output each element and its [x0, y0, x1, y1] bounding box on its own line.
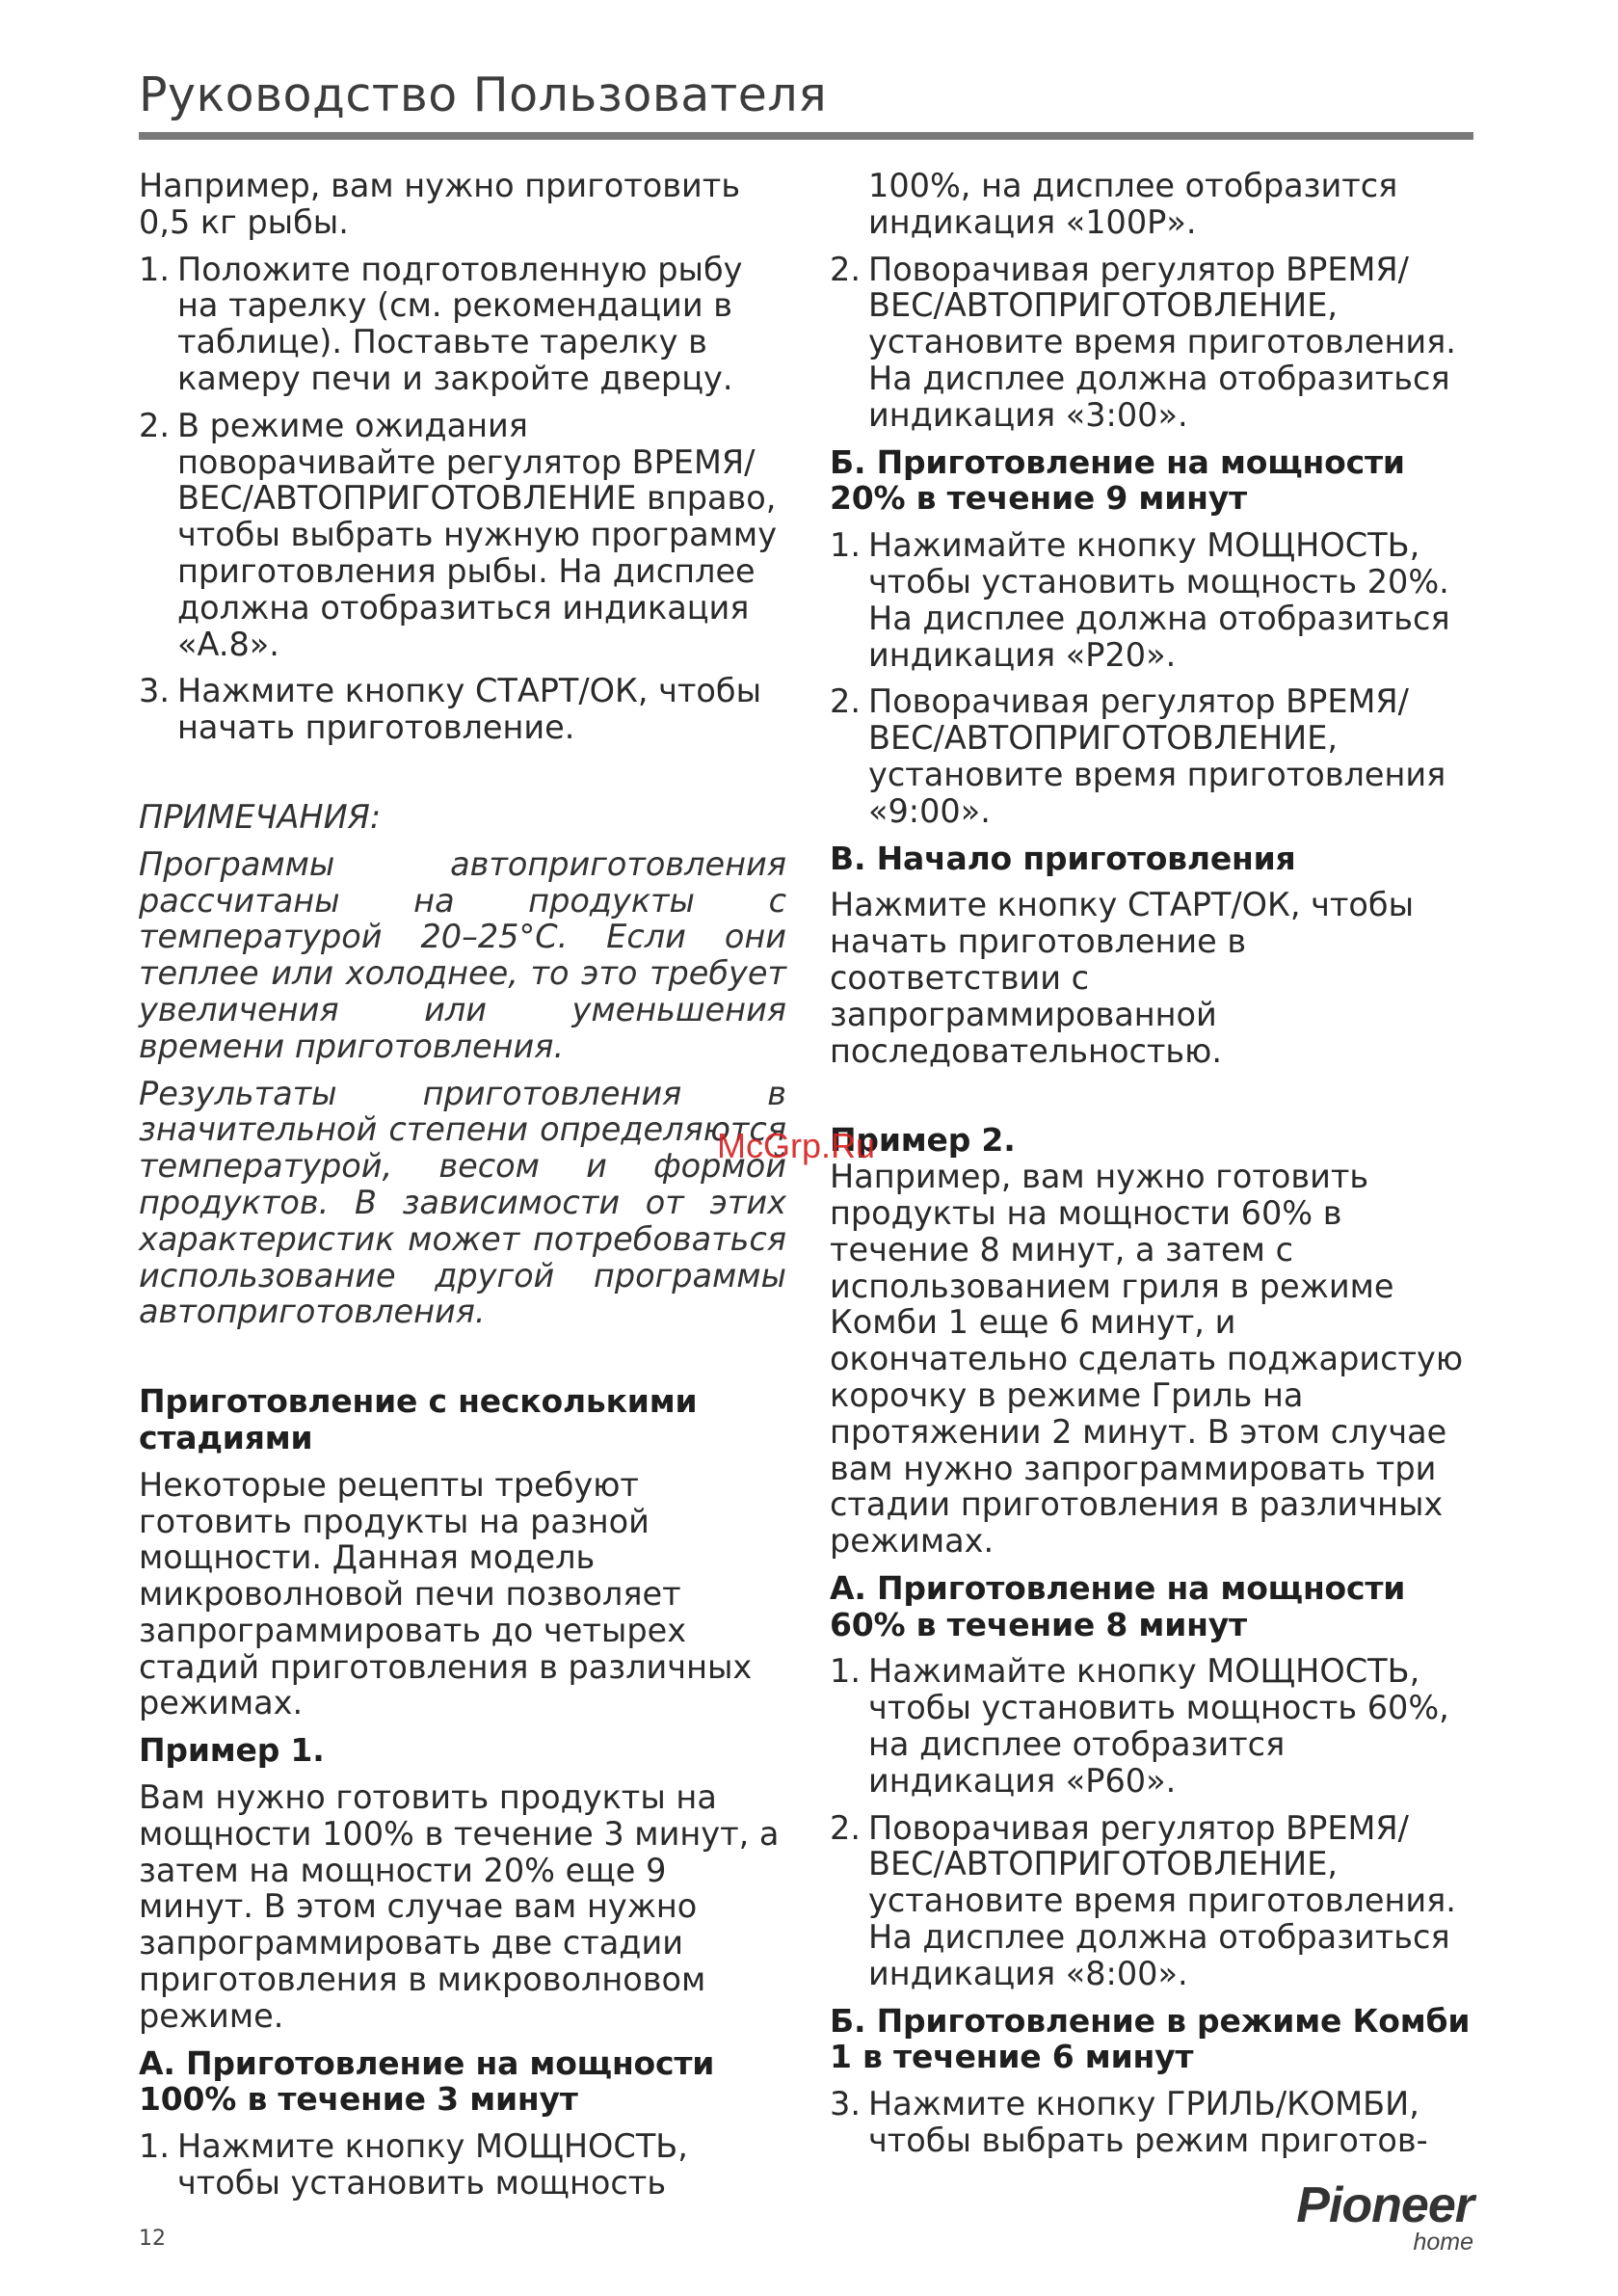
list-number: 2.	[830, 250, 861, 288]
subsection-heading: Б. Приготовление в режиме Комби 1 в течение 6 минут	[830, 2001, 1471, 2076]
list-number: 3.	[139, 672, 170, 710]
watermark: McGrp.Ru	[717, 1126, 876, 1165]
list-number: 1.	[830, 526, 861, 565]
subsection-heading: А. Приготовление на мощности 60% в течение 8 минут	[830, 1568, 1406, 1643]
list-text: Поворачивая регулятор ВРЕМЯ/ВЕС/АВТОПРИГОТОВЛЕНИЕ, установите время приготовления «9:00».	[868, 682, 1446, 830]
list-text: Поворачивая регулятор ВРЕМЯ/ВЕС/АВТОПРИГОТОВЛЕНИЕ, установите время приготовления. На дисплее должна отобразиться индикация «8:00».	[868, 1808, 1456, 1992]
list-number: 2.	[830, 682, 861, 721]
list-number: 1.	[830, 1652, 861, 1691]
subsection-heading: В. Начало приготовления	[830, 839, 1296, 877]
paragraph: Вам нужно готовить продукты на мощности 100% в течение 3 минут, а затем на мощности 20% еще 9 минут. В этом случае вам нужно запрограммировать две стадии приготовления в микроволновом режиме.	[139, 1778, 780, 2035]
list-item	[139, 408, 786, 663]
example-heading: Пример 2.	[830, 1121, 1016, 1160]
right-column	[830, 168, 1481, 2159]
subsection-heading: Б. Приготовление на мощности 20% в течение 9 минут	[830, 442, 1405, 518]
list-item	[830, 683, 1481, 829]
list-text: Поворачивая регулятор ВРЕМЯ/ВЕС/АВТОПРИГОТОВЛЕНИЕ, установите время приготовления. На дисплее должна отобразиться индикация «3:00».	[868, 250, 1456, 434]
note-paragraph: Результаты приготовления в значительной степени определяются температурой, весом и формой продуктов. В зависимости от этих характеристик может потребоваться использование другой программы автоприготовления.	[139, 1074, 786, 1331]
list-text: Нажмите кнопку СТАРТ/ОК, чтобы начать приготовление.	[177, 672, 762, 747]
list-number: 3.	[830, 2085, 861, 2123]
list-item	[139, 673, 786, 746]
left-column	[139, 168, 786, 2202]
page-title: Руководство Пользователя	[139, 67, 828, 122]
section-heading: Приготовление с несколькими стадиями	[139, 1382, 698, 1456]
paragraph: Нажмите кнопку СТАРТ/ОК, чтобы начать приготовление в соответствии с запрограммированной последовательностью.	[830, 886, 1415, 1070]
logo-subtitle: home	[1413, 2229, 1473, 2256]
notes-heading: ПРИМЕЧАНИЯ:	[139, 797, 382, 836]
list-item	[830, 527, 1481, 673]
list-text: Нажимайте кнопку МОЩНОСТЬ, чтобы установить мощность 20%. На дисплее должна отобразиться индикация «Р20».	[868, 526, 1450, 674]
list-number: 2.	[830, 1808, 861, 1847]
title-divider	[139, 132, 1473, 140]
list-text: В режиме ожидания поворачивайте регулятор ВРЕМЯ/ВЕС/АВТОПРИГОТОВЛЕНИЕ вправо, чтобы выбрать нужную программу приготовления рыбы. На дисплее должна отобразиться индикация «A.8».	[177, 406, 778, 663]
continued-text: 100%, на дисплее отобразится индикация «100Р».	[868, 167, 1398, 241]
logo-wordmark: Pioneer	[1296, 2177, 1473, 2233]
brand-logo	[1296, 2177, 1473, 2256]
list-text: Положите подготовленную рыбу на тарелку (см. рекомендации в таблице). Поставьте тарелку в камеру печи и закройте дверцу.	[177, 250, 743, 397]
list-text: Нажимайте кнопку МОЩНОСТЬ, чтобы установить мощность 60%, на дисплее отобразится индикация «Р60».	[868, 1652, 1449, 1800]
list-item	[830, 1653, 1481, 1799]
list-item	[830, 1810, 1481, 1992]
list-number: 1.	[139, 2127, 170, 2166]
list-text: Нажмите кнопку МОЩНОСТЬ, чтобы установить мощность	[177, 2127, 688, 2203]
list-item	[139, 2128, 786, 2202]
paragraph: Некоторые рецепты требуют готовить продукты на разной мощности. Данная модель микроволновой печи позволяет запрограммировать до четырех стадий приготовления в различных режимах.	[139, 1465, 753, 1722]
list-text: Нажмите кнопку ГРИЛЬ/КОМБИ, чтобы выбрать режим приготов-	[868, 2085, 1428, 2160]
note-paragraph: Программы автоприготовления рассчитаны на продукты с температурой 20–25°С. Если они теплее или холоднее, то это требует увеличения или уменьшения времени приготовления.	[139, 844, 786, 1065]
list-number: 1.	[139, 250, 170, 288]
list-item	[830, 252, 1481, 434]
paragraph: Например, вам нужно готовить продукты на мощности 60% в течение 8 минут, а затем с использованием гриля в режиме Комби 1 еще 6 минут, и окончательно сделать поджаристую корочку в режиме Гриль на протяжении 2 минут. В этом случае вам нужно запрограммировать три стадии приготовления в различных режимах.	[830, 1158, 1464, 1561]
list-item	[830, 2086, 1481, 2159]
example-heading: Пример 1.	[139, 1731, 325, 1770]
list-number: 2.	[139, 406, 170, 444]
page-number: 12	[139, 2227, 166, 2251]
intro-text: Например, вам нужно приготовить 0,5 кг рыбы.	[139, 167, 741, 241]
subsection-heading: А. Приготовление на мощности 100% в течение 3 минут	[139, 2043, 715, 2119]
list-item	[139, 252, 786, 397]
